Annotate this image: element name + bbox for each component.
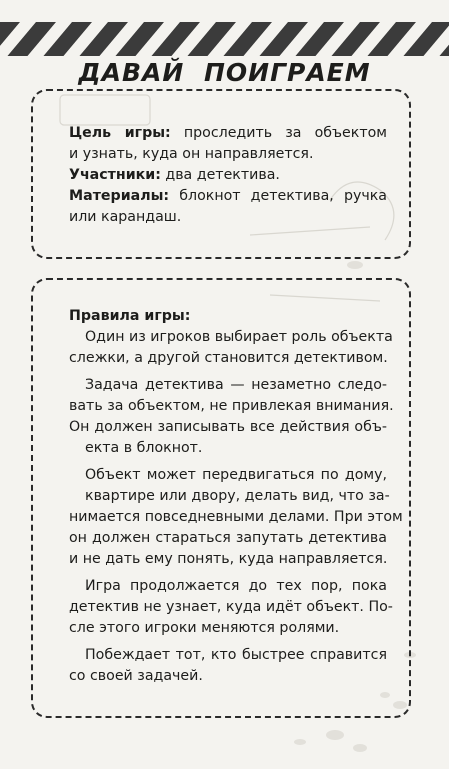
participants-label: Участники: [69,167,161,183]
rules-paragraph-1: Один из игроков выбирает роль объекта слежки, а другой становится детективом. [69,329,393,366]
goal-label: Цель игры: [69,125,171,141]
goal-line: и узнать, куда он направляется. [69,146,314,162]
rules-paragraph-4: Игра продолжается до тех пор, пока детектив не узнает, куда идёт объект. По- сле этого игроки меняются ролями. [69,578,393,636]
rules-paragraph-3: Объект может передвигаться по дому, квартире или двору, делать вид, что за- нимается повседневными делами. При этом он должен стараться запутать детектива и не дать ему понять, куда направляется. [69,467,403,567]
game-info-box [31,89,411,259]
page-title: ДАВАЙ ПОИГРАЕМ [78,58,371,87]
materials-paragraph: Материалы: блокнот детектива, ручка или карандаш. [69,186,387,228]
participants-paragraph: Участники: два детектива. [69,167,280,183]
goal-line: Цель игры: проследить за объектом [69,125,387,141]
materials-label: Материалы: [69,188,170,204]
rules-label: Правила игры: [69,308,191,324]
materials-line: или карандаш. [69,209,182,225]
game-info-content [69,123,387,228]
rules-paragraph-2: Задача детектива — незаметно следо- вать за объектом, не привлекая внимания. Он должен записывать все действия объ- екта в блокнот. [69,377,394,456]
rules-content [69,306,403,687]
striped-banner [0,22,449,56]
goal-paragraph [69,123,387,165]
rules-paragraph-5: Побеждает тот, кто быстрее справится со своей задачей. [69,647,387,684]
rules-box [31,278,411,718]
